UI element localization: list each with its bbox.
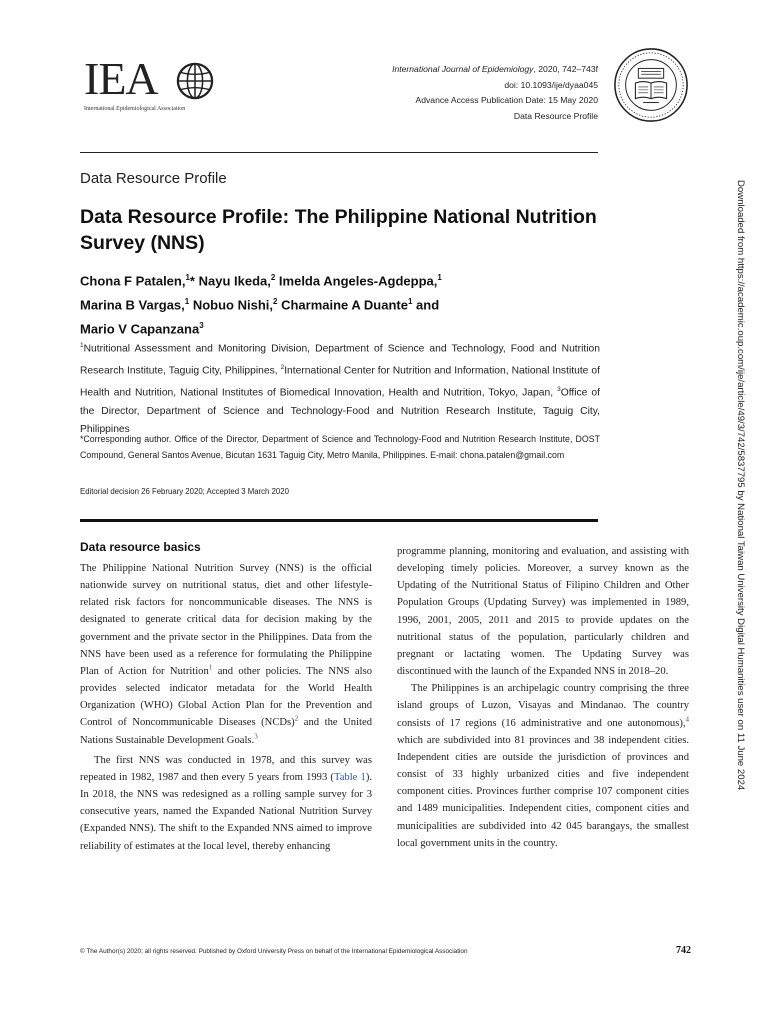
reference-link[interactable]: 2	[294, 714, 299, 723]
reference-link[interactable]: 4	[685, 715, 689, 724]
table-link[interactable]: Table 1	[333, 771, 366, 783]
reference-link[interactable]: 1	[208, 663, 213, 672]
affiliation: Office of the Director, Department of Science and Technology-Food and Nutrition Research Institute, Taguig City, Philippines	[80, 387, 600, 436]
affiliation-marker: 2	[270, 273, 276, 282]
author-conjunction: and	[412, 297, 440, 313]
paragraph-text: and other policies. The NNS also provides selected indicator metadata for the World Health Organization (WHO) Global Action Plan for the Prevention and Control of Noncommunicable Diseases (NCDs)	[80, 665, 372, 729]
affiliation-marker: 1	[184, 296, 190, 306]
advance-access-date: Advance Access Publication Date: 15 May 2020	[415, 95, 598, 105]
article-title: Data Resource Profile: The Philippine National Nutrition Survey (NNS)	[80, 206, 597, 254]
doi: doi: 10.1093/ije/dyaa045	[504, 79, 598, 90]
paragraph: programme planning, monitoring and evaluation, and assisting with developing timely policies. Moreover, a survey known as the Updating of the Nutritional Status of Filipino Children and Other Population Groups (Updating Survey) was implemented in 1989, 1996, 2001, 2005, 2011 and 2015 to provide updates on the nutritional status of the population, particularly children and pregnant or lactating women. The Updating Survey was discontinued with the launch of the Expanded NNS in 2018–20.	[397, 546, 689, 678]
author[interactable]: Mario V Capanzana	[80, 320, 200, 336]
affiliation-marker: 3	[199, 320, 204, 330]
download-watermark: Downloaded from https://academic.oup.com/ije/article/49/3/742/5837795 by National Taiwan University Digital Humanities user on 11 June 2024	[735, 180, 746, 791]
affiliation-marker: 1	[437, 273, 442, 282]
paragraph-text: which are subdivided into 81 provinces and 38 independent cities. Independent cities are outside the jurisdiction of provinces and consist of 33 highly urbanized cities and five independent component cities. Provinces further comprise 107 component cities and 1489 municipalities. Independent cities, component cities and municipalities are subdivided into 42 045 barangays, the smallest local government units in the country.	[397, 734, 689, 849]
author[interactable]: Charmaine A Duante	[277, 297, 408, 313]
paragraph	[80, 752, 372, 855]
affiliation-number: 3	[557, 385, 561, 393]
affiliation: Nutritional Assessment and Monitoring Division, Department of Science and Technology, Food and Nutrition Research Institute, Taguig City, Philippines,	[80, 343, 600, 377]
journal-info	[392, 62, 598, 124]
affiliation-number: 1	[80, 342, 84, 349]
paragraph-text: The first NNS was conducted in 1978, and this survey was repeated in 1982, 1987 and then every 5 years from 1993 (	[80, 754, 372, 783]
paragraph-text: and the United Nations Sustainable Development Goals.	[80, 717, 372, 746]
globe-icon	[176, 62, 214, 100]
author[interactable]: Marina B Vargas,	[80, 297, 185, 313]
paragraph-text: The Philippine National Nutrition Survey (NNS) is the official nationwide survey on nutritional status, diet and other lifestyle-related risk factors for noncommunicable diseases. The NNS is designated to generate critical data for decision making by the government and the private sector in the Philippines. Data from the NNS have been used as a reference for formulating the Philippine Plan of Action for Nutrition	[80, 563, 372, 677]
article-category: Data Resource Profile	[513, 110, 598, 121]
affiliation-number: 2	[280, 363, 285, 371]
citation	[392, 62, 598, 78]
journal-name: International Journal of Epidemiology	[392, 64, 534, 74]
iea-logo	[84, 53, 224, 118]
author[interactable]: Imelda Angeles-Agdeppa,	[275, 273, 438, 289]
section-heading: Data resource basics	[80, 540, 201, 554]
journal-seal-icon	[612, 46, 690, 124]
paragraph	[80, 560, 372, 749]
corresponding-author-note: *Corresponding author. Office of the Director, Department of Science and Technology-Food and Nutrition Research Institute, DOST Compound, General Santos Avenue, Bicutan 1631 Taguig City, Metro Manila, Philippines. E-mail: chona.patalen@gmail.com	[80, 434, 600, 460]
corresponding-marker: *	[189, 273, 199, 289]
citation-details: , 2020, 742–743f	[533, 64, 598, 74]
author-list	[80, 268, 600, 339]
affiliation-marker: 1	[185, 273, 190, 282]
affiliations	[80, 337, 600, 440]
editorial-dates: Editorial decision 26 February 2020; Accepted 3 March 2020	[80, 487, 289, 496]
author[interactable]: Nayu Ikeda,	[198, 273, 271, 289]
reference-link[interactable]: 3	[254, 732, 258, 741]
paragraph-text: ). In 2018, the NNS was redesigned as a rolling sample survey for 3 consecutive years, named the Expanded National Nutrition Survey (Expanded NNS). The shift to the Expanded NNS aimed to improve reliability of estimates at the local level, thereby enhancing	[80, 771, 372, 852]
author[interactable]: Chona F Patalen,	[80, 273, 186, 289]
affiliation-marker: 2	[273, 296, 278, 306]
affiliation: International Center for Nutrition and Information, National Institute of Health and Nutrition, National Institutes of Biomedical Innovation, Health and Nutrition, Tokyo, Japan,	[80, 365, 600, 399]
paragraph	[397, 680, 689, 852]
left-column	[80, 560, 372, 855]
paragraph-text: The Philippines is an archipelagic country comprising the three island groups of Luzon, Visayas and Mindanao. The country consists of 17 regions (16 administrative and one autonomous),	[397, 683, 689, 729]
page-number: 742	[676, 945, 691, 956]
section-label: Data Resource Profile	[80, 170, 227, 187]
header-divider	[80, 152, 598, 153]
author[interactable]: Nobuo Nishi,	[189, 297, 274, 313]
copyright-notice: © The Author(s) 2020; all rights reserved. Published by Oxford University Press on behalf of the International Epidemiological Association	[80, 948, 468, 955]
logo-text: IEA	[84, 53, 158, 104]
logo-subtitle: International Epidemiological Association	[84, 106, 186, 112]
content-divider	[80, 519, 598, 522]
affiliation-marker: 1	[407, 296, 413, 306]
right-column	[397, 543, 689, 852]
